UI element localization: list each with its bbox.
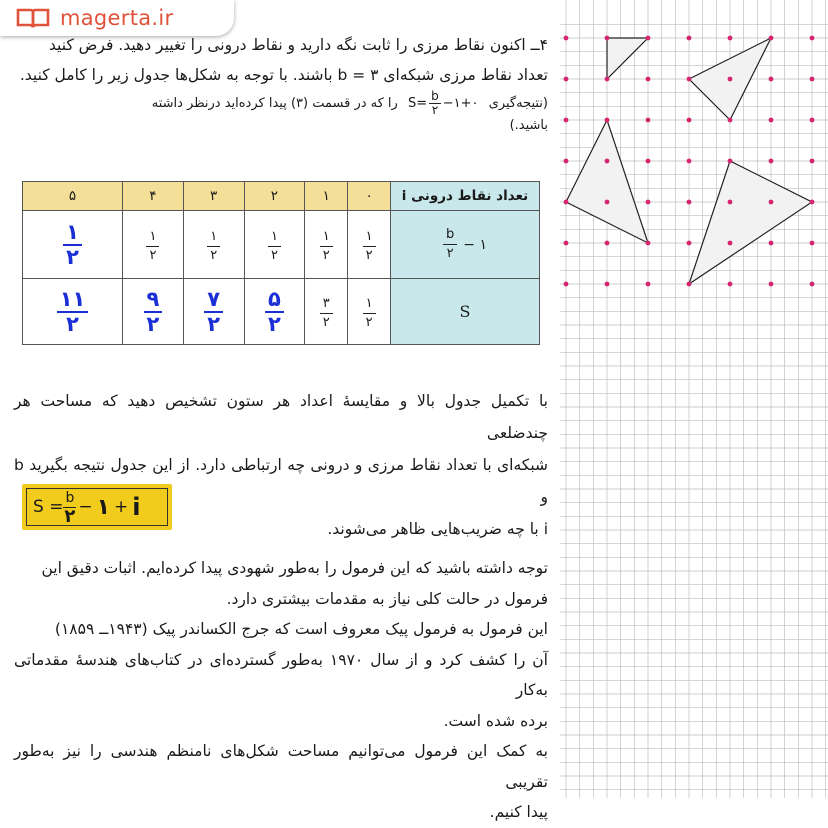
fraction-denominator: ۲: [365, 247, 373, 263]
fraction-denominator: ۲: [210, 247, 218, 263]
lattice-point: [646, 282, 651, 287]
row-label-b-half-minus-one: [391, 211, 540, 279]
lattice-point: [728, 241, 733, 246]
table-cell: [123, 211, 184, 279]
formula-fraction: [63, 490, 76, 525]
lattice-point: [728, 36, 733, 41]
printed-fraction: [320, 228, 333, 265]
handwritten-fraction: [265, 288, 284, 336]
lattice-point: [769, 159, 774, 164]
lattice-point: [810, 200, 815, 205]
notes-line-5: برده شده است.: [443, 711, 548, 730]
lattice-point: [564, 241, 569, 246]
lattice-point: [564, 118, 569, 123]
lattice-point: [728, 77, 733, 82]
lattice-point: [646, 77, 651, 82]
row-label-s: S: [391, 279, 540, 345]
fraction-denominator: ۲: [66, 244, 79, 269]
fraction-denominator: ۲: [149, 247, 157, 263]
lattice-point: [687, 118, 692, 123]
printed-fraction: [363, 295, 376, 332]
lattice-point: [810, 36, 815, 41]
lattice-point: [810, 159, 815, 164]
conclusion-line-2: شبکه‌ای با تعداد نقاط مرزی و درونی چه ارتباطی دارد. از این جدول نتیجه بگیرید b و: [14, 456, 548, 506]
table-cell: [183, 211, 244, 279]
lattice-point: [564, 77, 569, 82]
header-label: تعداد نقاط درونی i: [391, 182, 540, 211]
formula-one: ۱: [96, 494, 111, 520]
lattice-point: [646, 241, 651, 246]
notes-line-1: توجه داشته باشید که این فرمول را به‌طور شهودی پیدا کرده‌ایم. اثبات دقیق این: [41, 559, 548, 577]
header-cell: ۱: [305, 182, 348, 211]
lattice-point: [646, 118, 651, 123]
fraction-denominator: ۲: [322, 314, 330, 330]
points-table: [22, 181, 540, 345]
lattice-triangle: [689, 161, 812, 284]
table-cell: [23, 211, 123, 279]
formula-num: b: [65, 489, 75, 506]
handwritten-fraction: [57, 288, 89, 336]
table-cell: [23, 279, 123, 345]
lattice-point: [769, 36, 774, 41]
fraction-numerator: ۱: [363, 228, 376, 247]
header-cell: ۵: [23, 182, 123, 211]
lattice-point: [728, 200, 733, 205]
handwritten-fraction: [144, 288, 163, 336]
fraction-numerator: ۱: [320, 228, 333, 247]
lattice-point: [646, 36, 651, 41]
lattice-point: [605, 241, 610, 246]
lattice-point: [687, 36, 692, 41]
hint-fraction-den: ۲: [431, 103, 439, 117]
lattice-point: [605, 159, 610, 164]
pick-formula-box: [22, 484, 172, 530]
table-cell: [348, 279, 391, 345]
lattice-point: [605, 36, 610, 41]
fraction-denominator: ۲: [268, 311, 281, 336]
lattice-point: [810, 77, 815, 82]
lattice-point: [687, 159, 692, 164]
table-row-s: [23, 279, 540, 345]
formula-lhs: S =: [33, 497, 64, 517]
lattice-point: [728, 118, 733, 123]
fraction-numerator: ۳: [320, 295, 333, 314]
exercise-4-text: [14, 30, 548, 139]
lattice-point: [646, 200, 651, 205]
lattice-grid-figure: [560, 0, 828, 798]
printed-fraction: [320, 295, 333, 332]
header-cell: ۰: [348, 182, 391, 211]
lattice-point: [687, 282, 692, 287]
fraction-denominator: ۲: [270, 247, 278, 263]
hint-formula-rest: −۱+۰: [442, 96, 479, 111]
notes-text: [14, 553, 548, 828]
hint-before: (نتیجه‌گیری: [488, 96, 548, 111]
lattice-point: [605, 200, 610, 205]
table-cell: [183, 279, 244, 345]
fraction-numerator: ۱: [363, 295, 376, 314]
lattice-point: [810, 241, 815, 246]
hint-formula-fraction: [429, 90, 441, 117]
lattice-point: [646, 159, 651, 164]
lattice-point: [769, 118, 774, 123]
lattice-point: [728, 159, 733, 164]
printed-fraction: [268, 228, 281, 265]
lattice-point: [728, 282, 733, 287]
lattice-point: [564, 282, 569, 287]
logo-text: magerta.ir: [60, 6, 174, 30]
formula-den: ۲: [64, 505, 76, 527]
lattice-point: [810, 282, 815, 287]
header-cell: ۴: [123, 182, 184, 211]
fraction-denominator: ۲: [322, 247, 330, 263]
lattice-point: [769, 77, 774, 82]
fraction-numerator: ۱: [268, 228, 281, 247]
hint-formula-lhs: S=: [407, 96, 428, 111]
table-cell: [305, 279, 348, 345]
fraction-numerator: ۷: [204, 288, 223, 313]
table-cell: [244, 279, 305, 345]
site-logo[interactable]: [0, 0, 234, 36]
book-icon: [16, 7, 50, 29]
fraction-numerator: ۹: [144, 288, 163, 313]
lattice-point: [605, 77, 610, 82]
table-cell: [244, 211, 305, 279]
fraction-numerator: ۵: [265, 288, 284, 313]
conclusion-line-3: i با چه ضریب‌هایی ظاهر می‌شوند.: [327, 520, 548, 538]
lattice-point: [810, 118, 815, 123]
fraction-denominator: ۲: [146, 311, 160, 336]
table-header-row: [23, 182, 540, 211]
conclusion-line-1: با تکمیل جدول بالا و مقایسهٔ اعداد هر ستون تشخیص دهید که مساحت هر چندضلعی: [14, 392, 548, 442]
exercise-line-2: تعداد نقاط مرزی شبکه‌ای ۳ = b باشند. با توجه به شکل‌ها جدول زیر را کامل کنید.: [19, 66, 548, 84]
row-label-den: ۲: [446, 246, 454, 261]
fraction-denominator: ۲: [66, 311, 79, 336]
notes-line-6: به کمک این فرمول می‌توانیم مساحت شکل‌های نامنظم هندسی را نیز به‌طور تقریبی: [14, 742, 548, 791]
notes-line-3: این فرمول به فرمول پیک معروف است که جرج الکساندر پیک (۱۹۴۳ــ ۱۸۵۹): [54, 620, 548, 638]
lattice-point: [769, 282, 774, 287]
lattice-point: [605, 282, 610, 287]
exercise-line-1: ۴ــ اکنون نقاط مرزی را ثابت نگه دارید و نقاط درونی را تغییر دهید. فرض کنید: [48, 36, 548, 54]
printed-fraction: [146, 228, 159, 265]
table-cell: [348, 211, 391, 279]
formula-minus: −: [78, 497, 93, 517]
handwritten-fraction: [63, 221, 82, 269]
notes-line-2: فرمول در حالت کلی نیاز به مقدمات بیشتری دارد.: [226, 589, 548, 608]
fraction-denominator: ۲: [207, 311, 221, 336]
handwritten-fraction: [204, 288, 223, 336]
printed-fraction: [363, 228, 376, 265]
lattice-point: [564, 36, 569, 41]
row-label-fraction: [443, 226, 457, 263]
pick-formula: [26, 488, 168, 526]
lattice-triangle: [607, 38, 648, 79]
lattice-point: [687, 77, 692, 82]
lattice-point: [769, 241, 774, 246]
lattice-point: [564, 159, 569, 164]
table-cell: [123, 279, 184, 345]
lattice-point: [687, 200, 692, 205]
header-cell: ۲: [244, 182, 305, 211]
lattice-point: [564, 200, 569, 205]
formula-i: i: [132, 493, 141, 521]
lattice-point: [769, 200, 774, 205]
row-label-num: b: [443, 226, 457, 245]
lattice-point: [687, 241, 692, 246]
fraction-denominator: ۲: [365, 314, 373, 330]
table-row-b: [23, 211, 540, 279]
table-cell: [305, 211, 348, 279]
printed-fraction: [207, 228, 220, 265]
fraction-numerator: ۱۱: [57, 288, 89, 313]
notes-line-4: آن را کشف کرد و از سال ۱۹۷۰ به‌طور گسترده‌ای در کتاب‌های هندسهٔ مقدماتی به‌کار: [14, 650, 548, 699]
exercise-hint-end: باشید.): [509, 118, 548, 133]
fraction-numerator: ۱: [207, 228, 220, 247]
formula-plus: +: [114, 497, 129, 517]
fraction-numerator: ۱: [146, 228, 159, 247]
hint-formula: [408, 90, 479, 117]
hint-after: را که در قسمت (۳) پیدا کرده‌اید درنظر داشته: [151, 96, 398, 111]
fraction-numerator: ۱: [63, 221, 82, 246]
header-cell: ۳: [183, 182, 244, 211]
hint-fraction-num: b: [431, 89, 439, 103]
lattice-point: [605, 118, 610, 123]
notes-line-7: پیدا کنیم.: [489, 803, 548, 821]
row-label-rest: − ۱: [463, 236, 487, 253]
